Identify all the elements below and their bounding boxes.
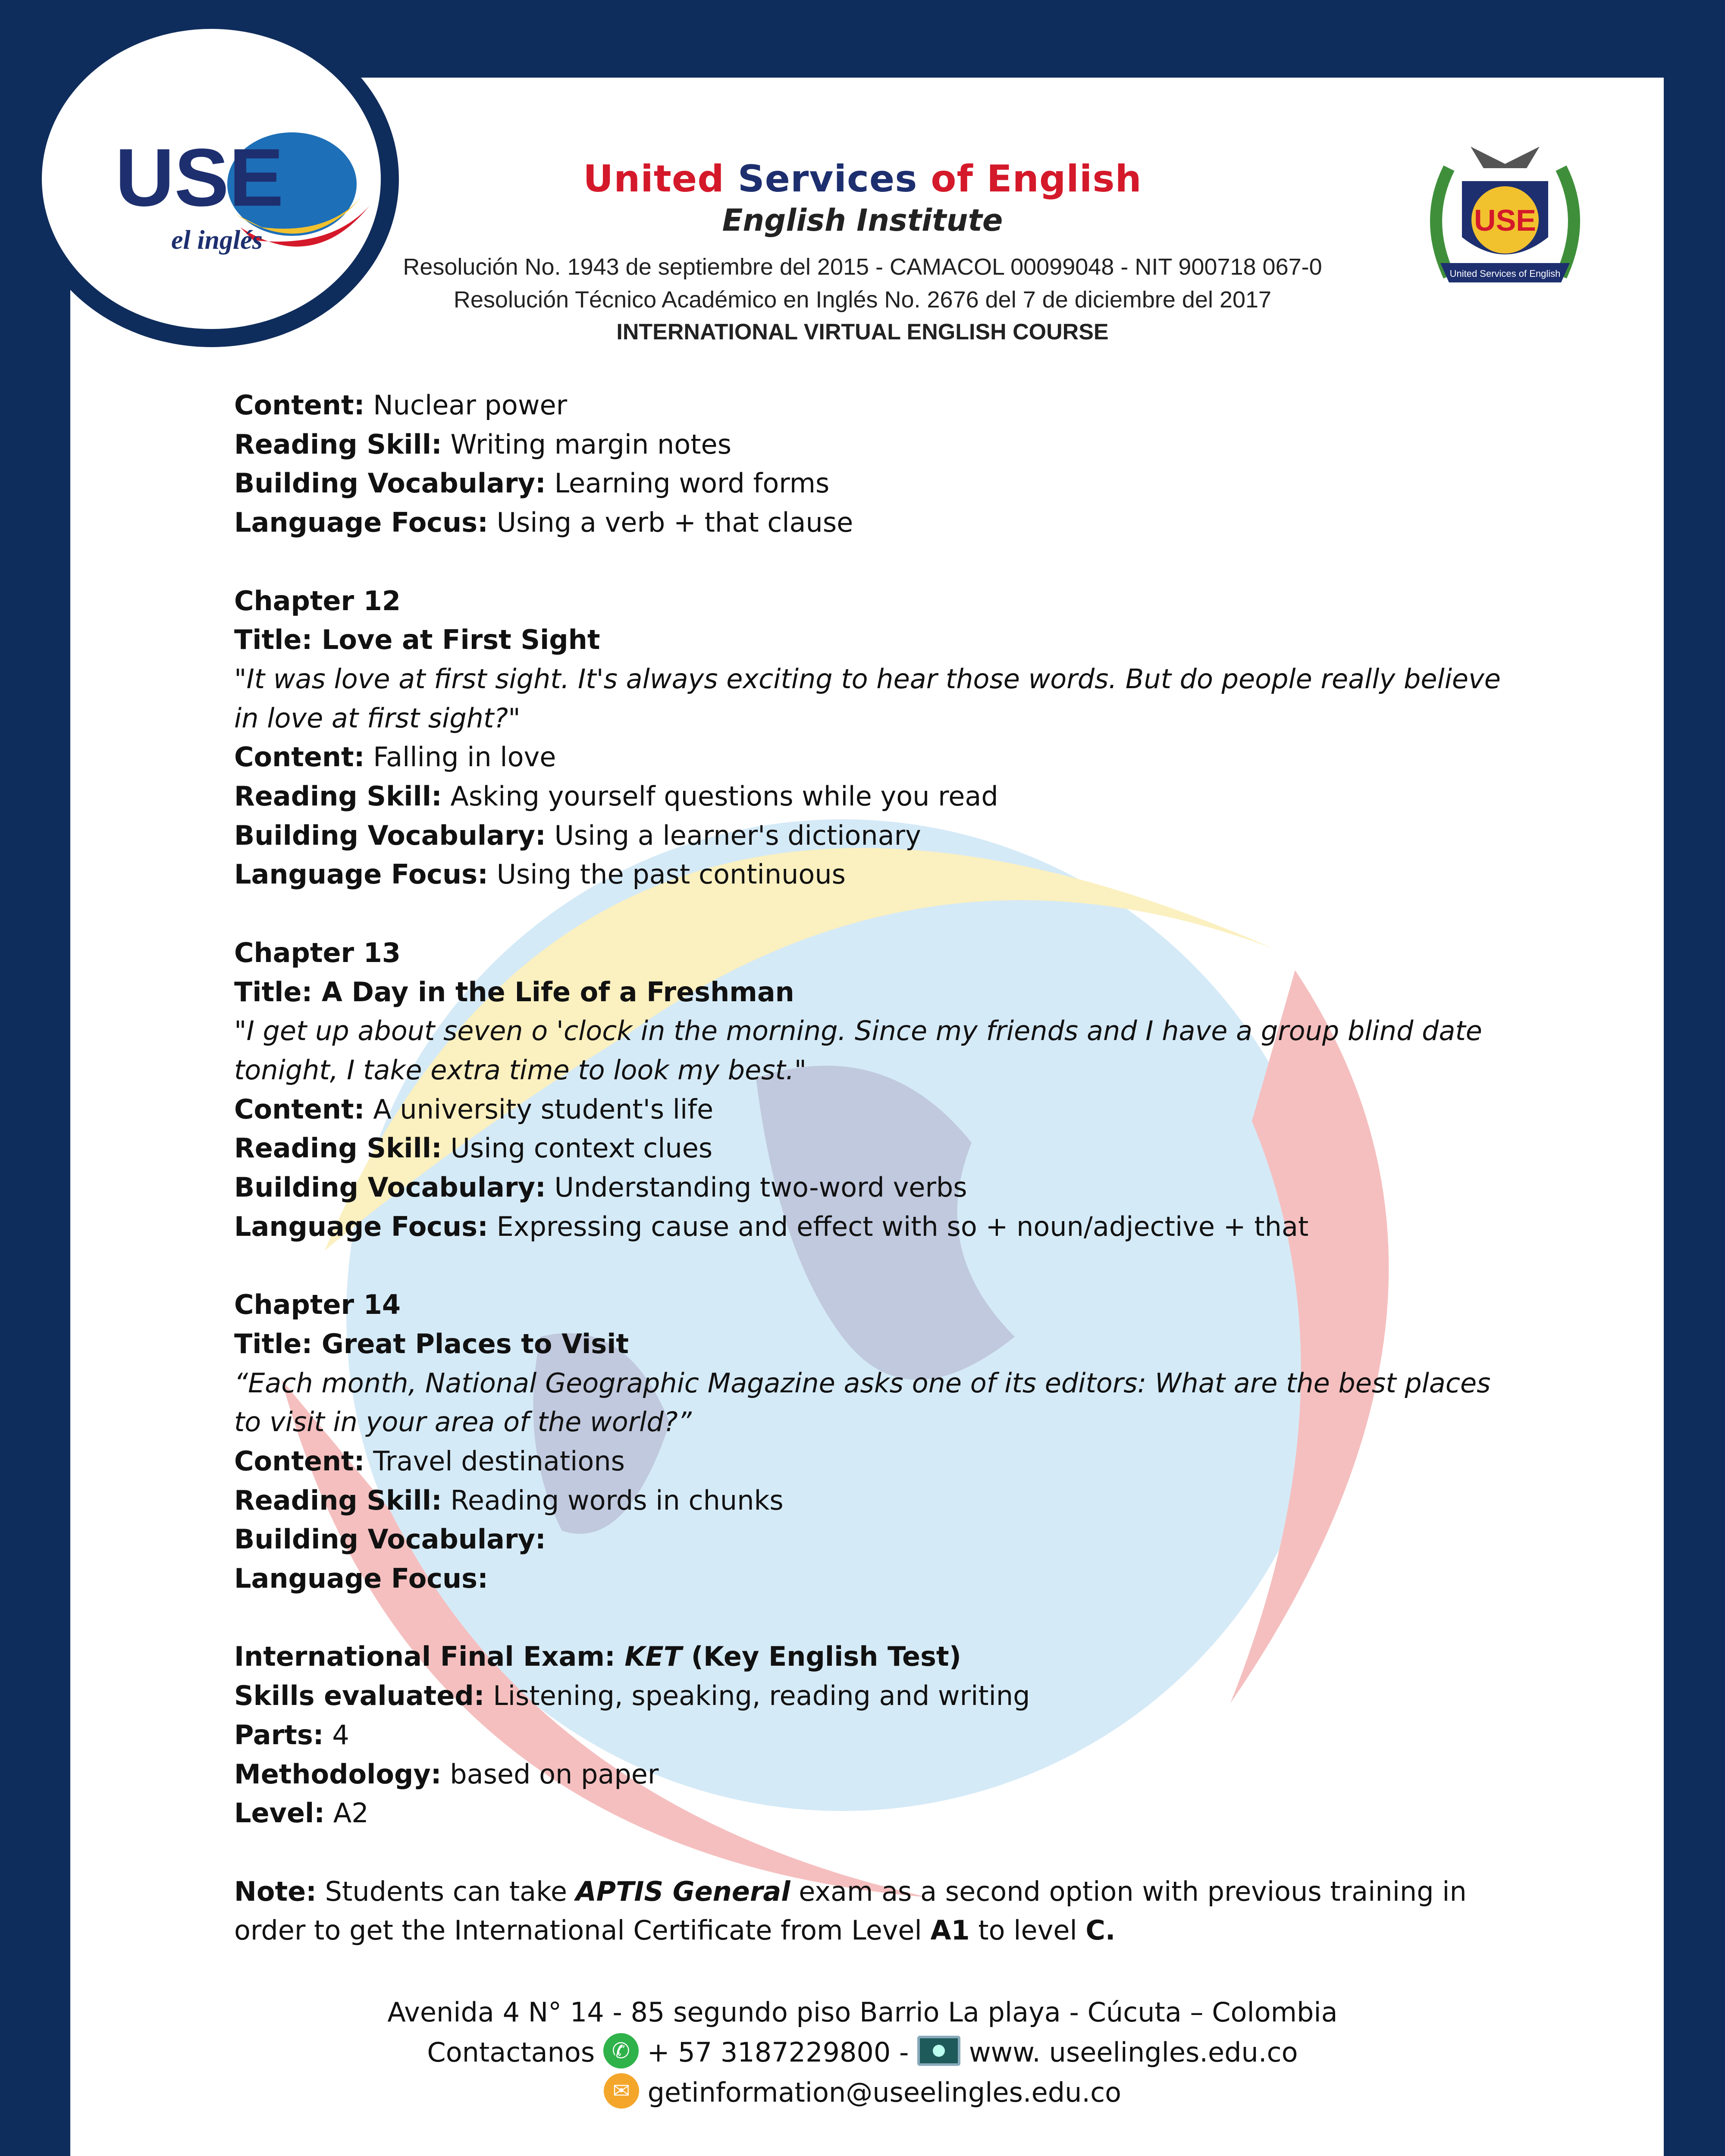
chapter-12-title: Title: Love at First Sight <box>234 624 600 656</box>
whatsapp-icon <box>603 2033 639 2068</box>
phone-number: + 57 3187229800 - <box>647 2037 918 2068</box>
ch12-reading-skill: Reading Skill: Asking yourself questions while you read <box>234 780 998 812</box>
ch11-content: Content: Nuclear power <box>234 389 568 421</box>
exam-methodology: Methodology: based on paper <box>234 1758 659 1790</box>
ch14-building-vocabulary: Building Vocabulary: <box>234 1523 546 1555</box>
ch13-building-vocabulary: Building Vocabulary: Understanding two-word verbs <box>234 1172 967 1203</box>
exam-skills: Skills evaluated: Listening, speaking, reading and writing <box>234 1680 1030 1712</box>
chapter-14-heading: Chapter 14 <box>234 1289 401 1321</box>
ch14-content: Content: Travel destinations <box>234 1445 625 1477</box>
course-name: INTERNATIONAL VIRTUAL ENGLISH COURSE <box>616 320 1109 345</box>
chapter-14-quote: “Each month, National Geographic Magazine asks one of its editors: What are the best places to visit in your area of the world?” <box>234 1367 1491 1438</box>
chapter-13-heading: Chapter 13 <box>234 937 401 968</box>
institute-crest <box>1423 134 1587 298</box>
resolution-line-1: Resolución No. 1943 de septiembre del 2015 - CAMACOL 00099048 - NIT 900718 067-0 <box>403 254 1322 280</box>
ch13-reading-skill: Reading Skill: Using context clues <box>234 1132 713 1164</box>
footer <box>0 1992 1725 2112</box>
email-link[interactable]: getinformation@useelingles.edu.co <box>647 2077 1122 2108</box>
chapter-12-quote: "It was love at first sight. It's always exciting to hear those words. But do people really believe in love at first sight?" <box>234 663 1501 734</box>
course-content <box>234 386 1511 1950</box>
exam-level: Level: A2 <box>234 1797 369 1829</box>
footer-address: Avenida 4 N° 14 - 85 segundo piso Barrio La playa - Cúcuta – Colombia <box>387 1996 1338 2028</box>
email-icon <box>604 2073 639 2109</box>
institute-subtitle: English Institute <box>722 203 1003 238</box>
note-paragraph: Note: Students can take APTIS General exam as a second option with previous training in order to get the International Certificate from Level A1 to level C. <box>234 1875 1467 1946</box>
logo-brand: USE <box>115 132 284 223</box>
resolution-line-2: Resolución Técnico Académico en Inglés No. 2676 del 7 de diciembre del 2017 <box>453 287 1272 313</box>
ch13-content: Content: A university student's life <box>234 1093 714 1125</box>
chapter-13-quote: "I get up about seven o 'clock in the morning. Since my friends and I have a group blind date tonight, I take extra time to look my best." <box>234 1015 1482 1086</box>
chapter-12-heading: Chapter 12 <box>234 585 401 617</box>
ch11-building-vocabulary: Building Vocabulary: Learning word forms <box>234 467 830 499</box>
ch12-language-focus: Language Focus: Using the past continuous <box>234 859 846 890</box>
institute-name: United Services of English <box>583 157 1142 201</box>
footer-email-line <box>0 2072 1725 2112</box>
final-exam: International Final Exam: KET (Key English Test) <box>234 1641 961 1673</box>
exam-parts: Parts: 4 <box>234 1719 349 1751</box>
crest-text: USE <box>1474 204 1536 237</box>
ch14-reading-skill: Reading Skill: Reading words in chunks <box>234 1484 784 1516</box>
ch11-language-focus: Language Focus: Using a verb + that clause <box>234 507 853 539</box>
ch14-language-focus: Language Focus: <box>234 1563 488 1595</box>
logo-tagline: el inglés <box>171 226 263 255</box>
website-link[interactable]: www. useelingles.edu.co <box>969 2037 1298 2068</box>
chapter-14-title: Title: Great Places to Visit <box>234 1328 629 1360</box>
ch12-content: Content: Falling in love <box>234 741 556 773</box>
website-icon <box>917 2036 960 2066</box>
crest-ribbon-text: United Services of English <box>1449 268 1561 279</box>
chapter-13-title: Title: A Day in the Life of a Freshman <box>234 976 794 1008</box>
ch11-reading-skill: Reading Skill: Writing margin notes <box>234 428 732 460</box>
footer-contact: Contactanos ✆ + 57 3187229800 - www. useelingles.edu.co <box>0 2032 1725 2072</box>
ch13-language-focus: Language Focus: Expressing cause and effect with so + noun/adjective + that <box>234 1210 1309 1242</box>
ch12-building-vocabulary: Building Vocabulary: Using a learner's dictionary <box>234 819 921 851</box>
